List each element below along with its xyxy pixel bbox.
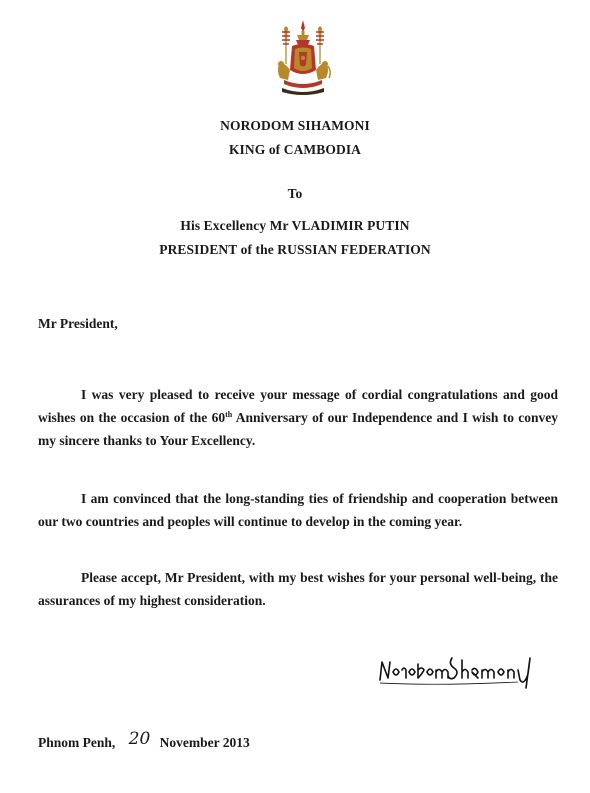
- sender-name: NORODOM SIHAMONI: [220, 118, 370, 133]
- to-label: To: [287, 186, 303, 201]
- ordinal-suffix: th: [225, 410, 233, 419]
- body-paragraph-2: I am convinced that the long-standing ties of friendship and cooperation between our two countries and peoples will continue to develop in the coming year.: [38, 491, 558, 529]
- dateline-month-year: November 2013: [159, 735, 250, 750]
- salutation: Mr President,: [38, 316, 118, 331]
- recipient-name: His Excellency Mr VLADIMIR PUTIN: [180, 218, 410, 233]
- recipient-title: PRESIDENT of the RUSSIAN FEDERATION: [159, 242, 431, 257]
- dateline-place: Phnom Penh,: [38, 735, 116, 750]
- body-paragraph-1-text-end: Anniversary of our Independence and I wish to convey my sincere thanks to Your Excellency.: [38, 410, 558, 448]
- body-paragraph-1-text: I was very pleased to receive your message of cordial congratulations and good wishes on the occasion of the 60: [38, 387, 558, 425]
- body-paragraph-3: Please accept, Mr President, with my best wishes for your personal well-being, the assurances of my highest consideration.: [38, 570, 558, 608]
- royal-arms-of-cambodia-icon: [272, 18, 334, 98]
- dateline: [38, 729, 250, 752]
- dateline-day: 20: [128, 729, 151, 749]
- sender-title: KING of CAMBODIA: [228, 142, 362, 157]
- body-paragraph-1: [38, 383, 558, 452]
- handwritten-signature-icon: [378, 650, 538, 690]
